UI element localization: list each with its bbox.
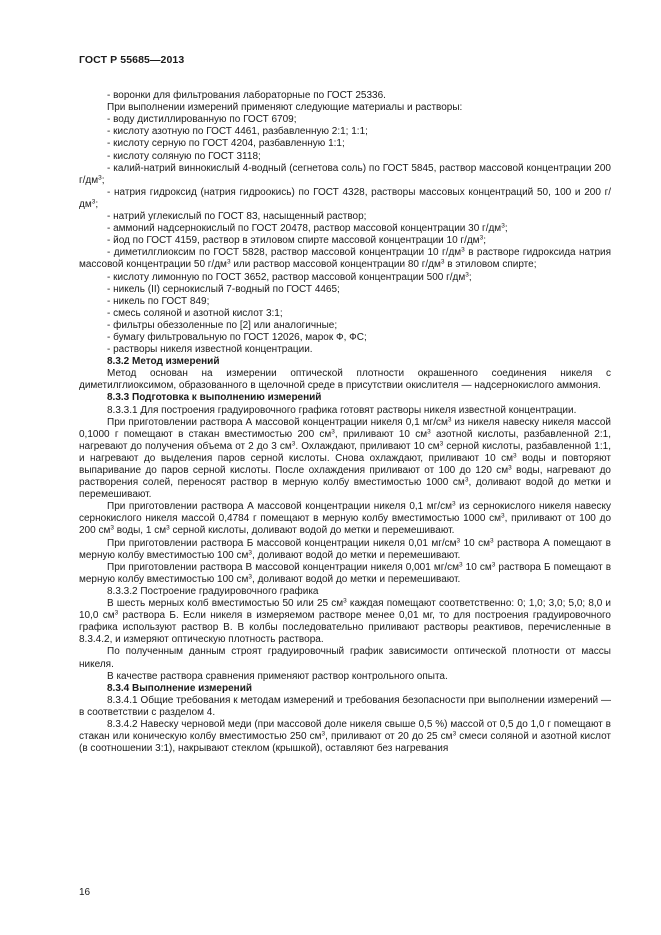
paragraph: - калий-натрий виннокислый 4-водный (сегнетова соль) по ГОСТ 5845, раствор массовой концентрации 200 $г/дм^3$; <box>79 162 611 186</box>
paragraph: - растворы никеля известной концентрации. <box>107 344 313 356</box>
paragraph: - бумагу фильтровальную по ГОСТ 12026, марок Ф, ФС; <box>107 331 367 343</box>
paragraph: - кислоту азотную по ГОСТ 4461, разбавленную 2:1; 1:1; <box>107 126 368 138</box>
paragraph: 8.3.4.2 Навеску черновой меди (при массовой доле никеля свыше 0,5 %) массой от 0,5 до 1,0 г помещают в стакан или коническую колбу вместимостью 250 $см^3$, приливают от 20 до 25 $см^3$ смеси соляной и азотной кислот (в соотношении 3:1), накрывают стеклом (крышкой), оставляют без нагревания <box>79 718 612 755</box>
paragraph: - натрий углекислый по ГОСТ 83, насыщенный раствор; <box>107 211 367 223</box>
paragraph: - йод по ГОСТ 4159, раствор в этиловом спирте массовой концентрации 10 $г/дм^3$; <box>107 234 486 247</box>
paragraph: По полученным данным строят градуировочный график зависимости оптической плотности от массы никеля. <box>79 646 611 670</box>
paragraph: - кислоту лимонную по ГОСТ 3652, раствор массовой концентрации 500 $г/дм^3$; <box>107 271 472 283</box>
page-number: 16 <box>79 887 91 898</box>
document-header: ГОСТ Р 55685—2013 <box>79 54 185 66</box>
paragraph: - воду дистиллированную по ГОСТ 6709; <box>107 114 297 126</box>
section-heading: 8.3.4 Выполнение измерений <box>107 682 252 694</box>
paragraph: - кислоту соляную по ГОСТ 3118; <box>107 150 261 162</box>
paragraph: - воронки для фильтрования лабораторные по ГОСТ 25336. <box>107 90 386 102</box>
paragraph: При приготовлении раствора Б массовой концентрации никеля 0,01 $мг/см^3$ 10 $см^3$ раствора А помещают в мерную колбу вместимостью 100 $см^3$, доливают водой до метки и перемешивают. <box>79 537 611 561</box>
paragraph: При выполнении измерений применяют следующие материалы и растворы: <box>107 102 463 114</box>
paragraph: При приготовлении раствора В массовой концентрации никеля 0,001 $мг/см^3$ 10 $см^3$ раствора Б помещают в мерную колбу вместимостью 100 $см^3$, доливают водой до метки и перемешивают. <box>79 561 612 585</box>
paragraph: 8.3.3.1 Для построения градуировочного графика готовят растворы никеля известной концентрации. <box>107 404 577 416</box>
document-body <box>79 90 611 755</box>
paragraph: 8.3.3.2 Построение градуировочного графика <box>107 585 319 597</box>
section-heading: 8.3.2 Метод измерений <box>107 356 220 368</box>
paragraph: При приготовлении раствора А массовой концентрации никеля 0,1 $мг/см^3$ из сернокислого никеля навеску сернокислого никеля массой 0,4784 г помещают в мерную колбу вместимостью 1000 $см^3$, приливают от 100 до 200 $см^3$ воды, 1 $см^3$ серной кислоты, доливают водой до метки и перемешивают. <box>79 500 612 537</box>
paragraph: - фильтры обеззоленные по [2] или аналогичные; <box>107 319 338 331</box>
paragraph: - кислоту серную по ГОСТ 4204, разбавленную 1:1; <box>107 138 345 150</box>
paragraph: При приготовлении раствора А массовой концентрации никеля 0,1 $мг/см^3$ из никеля навеску никеля массой 0,1000 г помещают в стакан вместимостью 200 $см^3$, приливают 10 $см^3$ азотной кислоты, разбавленной 2:1, нагревают до получения объема от 2 до 3 $см^3$. Охлаждают, приливают 10 $см^3$ серной кислоты, разбавленной 1:1, и нагревают до выделения паров серной кислоты. Снова охлаждают, приливают 10 $см^3$ воды и повторяют выпаривание до паров серной кислоты. После охлаждения приливают от 100 до 120 $см^3$ воды, нагревают до растворения солей, переносят раствор в мерную колбу вместимостью 1000 $см^3$, доливают водой до метки и перемешивают. <box>79 416 611 501</box>
paragraph: Метод основан на измерении оптической плотности окрашенного соединения никеля с диметилглиоксимом, образованного в щелочной среде в присутствии окислителя — надсернокислого аммония. <box>79 368 611 392</box>
paragraph: В шесть мерных колб вместимостью 50 или 25 $см^3$ каждая помещают соответственно: 0; 1,0; 3,0; 5,0; 8,0 и 10,0 $см^3$ раствора Б. Если никеля в измеряемом растворе менее 0,01 мг, то для построения градуировочного графика используют раствор В. В колбы последовательно приливают растворы реактивов, перечисленные в 8.3.4.2, и измеряют оптическую плотность раствора. <box>79 597 612 646</box>
paragraph: - диметилглиоксим по ГОСТ 5828, раствор массовой концентрации 10 $г/дм^3$ в растворе гидроксида натрия массовой концентрации 50 $г/дм^3$ или раствор массовой концентрации 80 $г/дм^3$ в этиловом спирте; <box>79 246 612 271</box>
section-heading: 8.3.3 Подготовка к выполнению измерений <box>107 392 322 404</box>
paragraph: - смесь соляной и азотной кислот 3:1; <box>107 307 283 319</box>
paragraph: - натрия гидроксид (натрия гидроокись) по ГОСТ 4328, растворы массовых концентраций 50, 100 и 200 $г/дм^3$; <box>79 186 611 210</box>
paragraph: - никель по ГОСТ 849; <box>107 295 210 307</box>
paragraph: В качестве раствора сравнения применяют раствор контрольного опыта. <box>107 670 448 682</box>
paragraph: - аммоний надсернокислый по ГОСТ 20478, раствор массовой концентрации 30 $г/дм^3$; <box>107 222 508 235</box>
paragraph: - никель (II) сернокислый 7-водный по ГОСТ 4465; <box>107 283 340 295</box>
paragraph: 8.3.4.1 Общие требования к методам измерений и требования безопасности при выполнении измерений — в соответствии с разделом 4. <box>79 694 611 718</box>
